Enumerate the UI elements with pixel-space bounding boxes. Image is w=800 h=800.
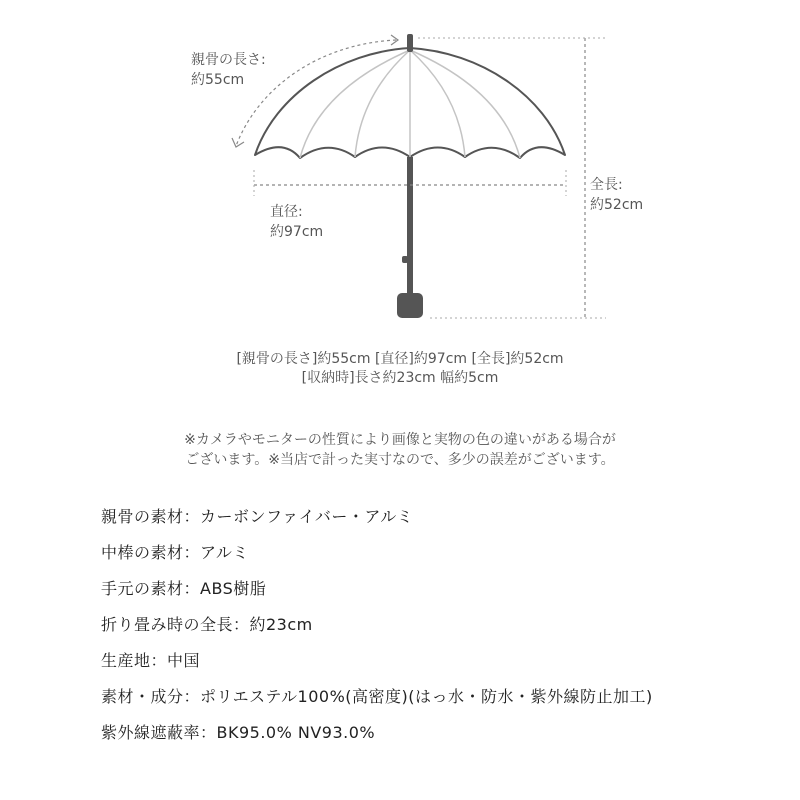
spec-handle-material: 手元の素材：ABS樹脂 [101, 579, 267, 598]
umbrella-illustration [0, 0, 800, 340]
spec-shaft-material: 中棒の素材：アルミ [101, 543, 249, 562]
disclaimer-line: ※カメラやモニターの性質により画像と実物の色の違いがある場合が [184, 432, 616, 448]
total-length-title: 全長: [590, 177, 623, 193]
umbrella-tip [407, 34, 413, 52]
spec-uv-rate: 紫外線遮蔽率：BK95.0% NV93.0% [101, 723, 376, 742]
size-summary-line: [親骨の長さ]約55cm [直径]約97cm [全長]約52cm [236, 351, 564, 367]
rib-length-value: 約55cm [191, 72, 245, 88]
umbrella-runner [402, 256, 408, 263]
spec-folded-length: 折り畳み時の全長：約23cm [101, 615, 313, 634]
total-length-label [590, 175, 643, 215]
spec-rib-material: 親骨の素材：カーボンファイバー・アルミ [101, 507, 414, 526]
umbrella-shaft [407, 157, 413, 297]
spec-origin: 生産地：中国 [101, 651, 201, 670]
umbrella-handle [397, 293, 423, 318]
spec-list [101, 505, 791, 757]
size-summary-line: [収納時]長さ約23cm 幅約5cm [301, 370, 499, 386]
rib-length-label [191, 50, 266, 90]
size-summary [0, 350, 800, 388]
diameter-value: 約97cm [270, 224, 324, 240]
total-length-value: 約52cm [590, 197, 644, 213]
disclaimer-line: ございます。※当店で計った実寸なので、多少の誤差がございます。 [185, 452, 615, 468]
diameter-label [270, 202, 323, 242]
diameter-title: 直径: [270, 204, 303, 220]
umbrella-diagram [0, 0, 800, 340]
rib-length-title: 親骨の長さ: [191, 52, 266, 68]
spec-fabric: 素材・成分：ポリエステル100%(高密度)(はっ水・防水・紫外線防止加工) [101, 687, 653, 706]
disclaimer-note [0, 430, 800, 470]
